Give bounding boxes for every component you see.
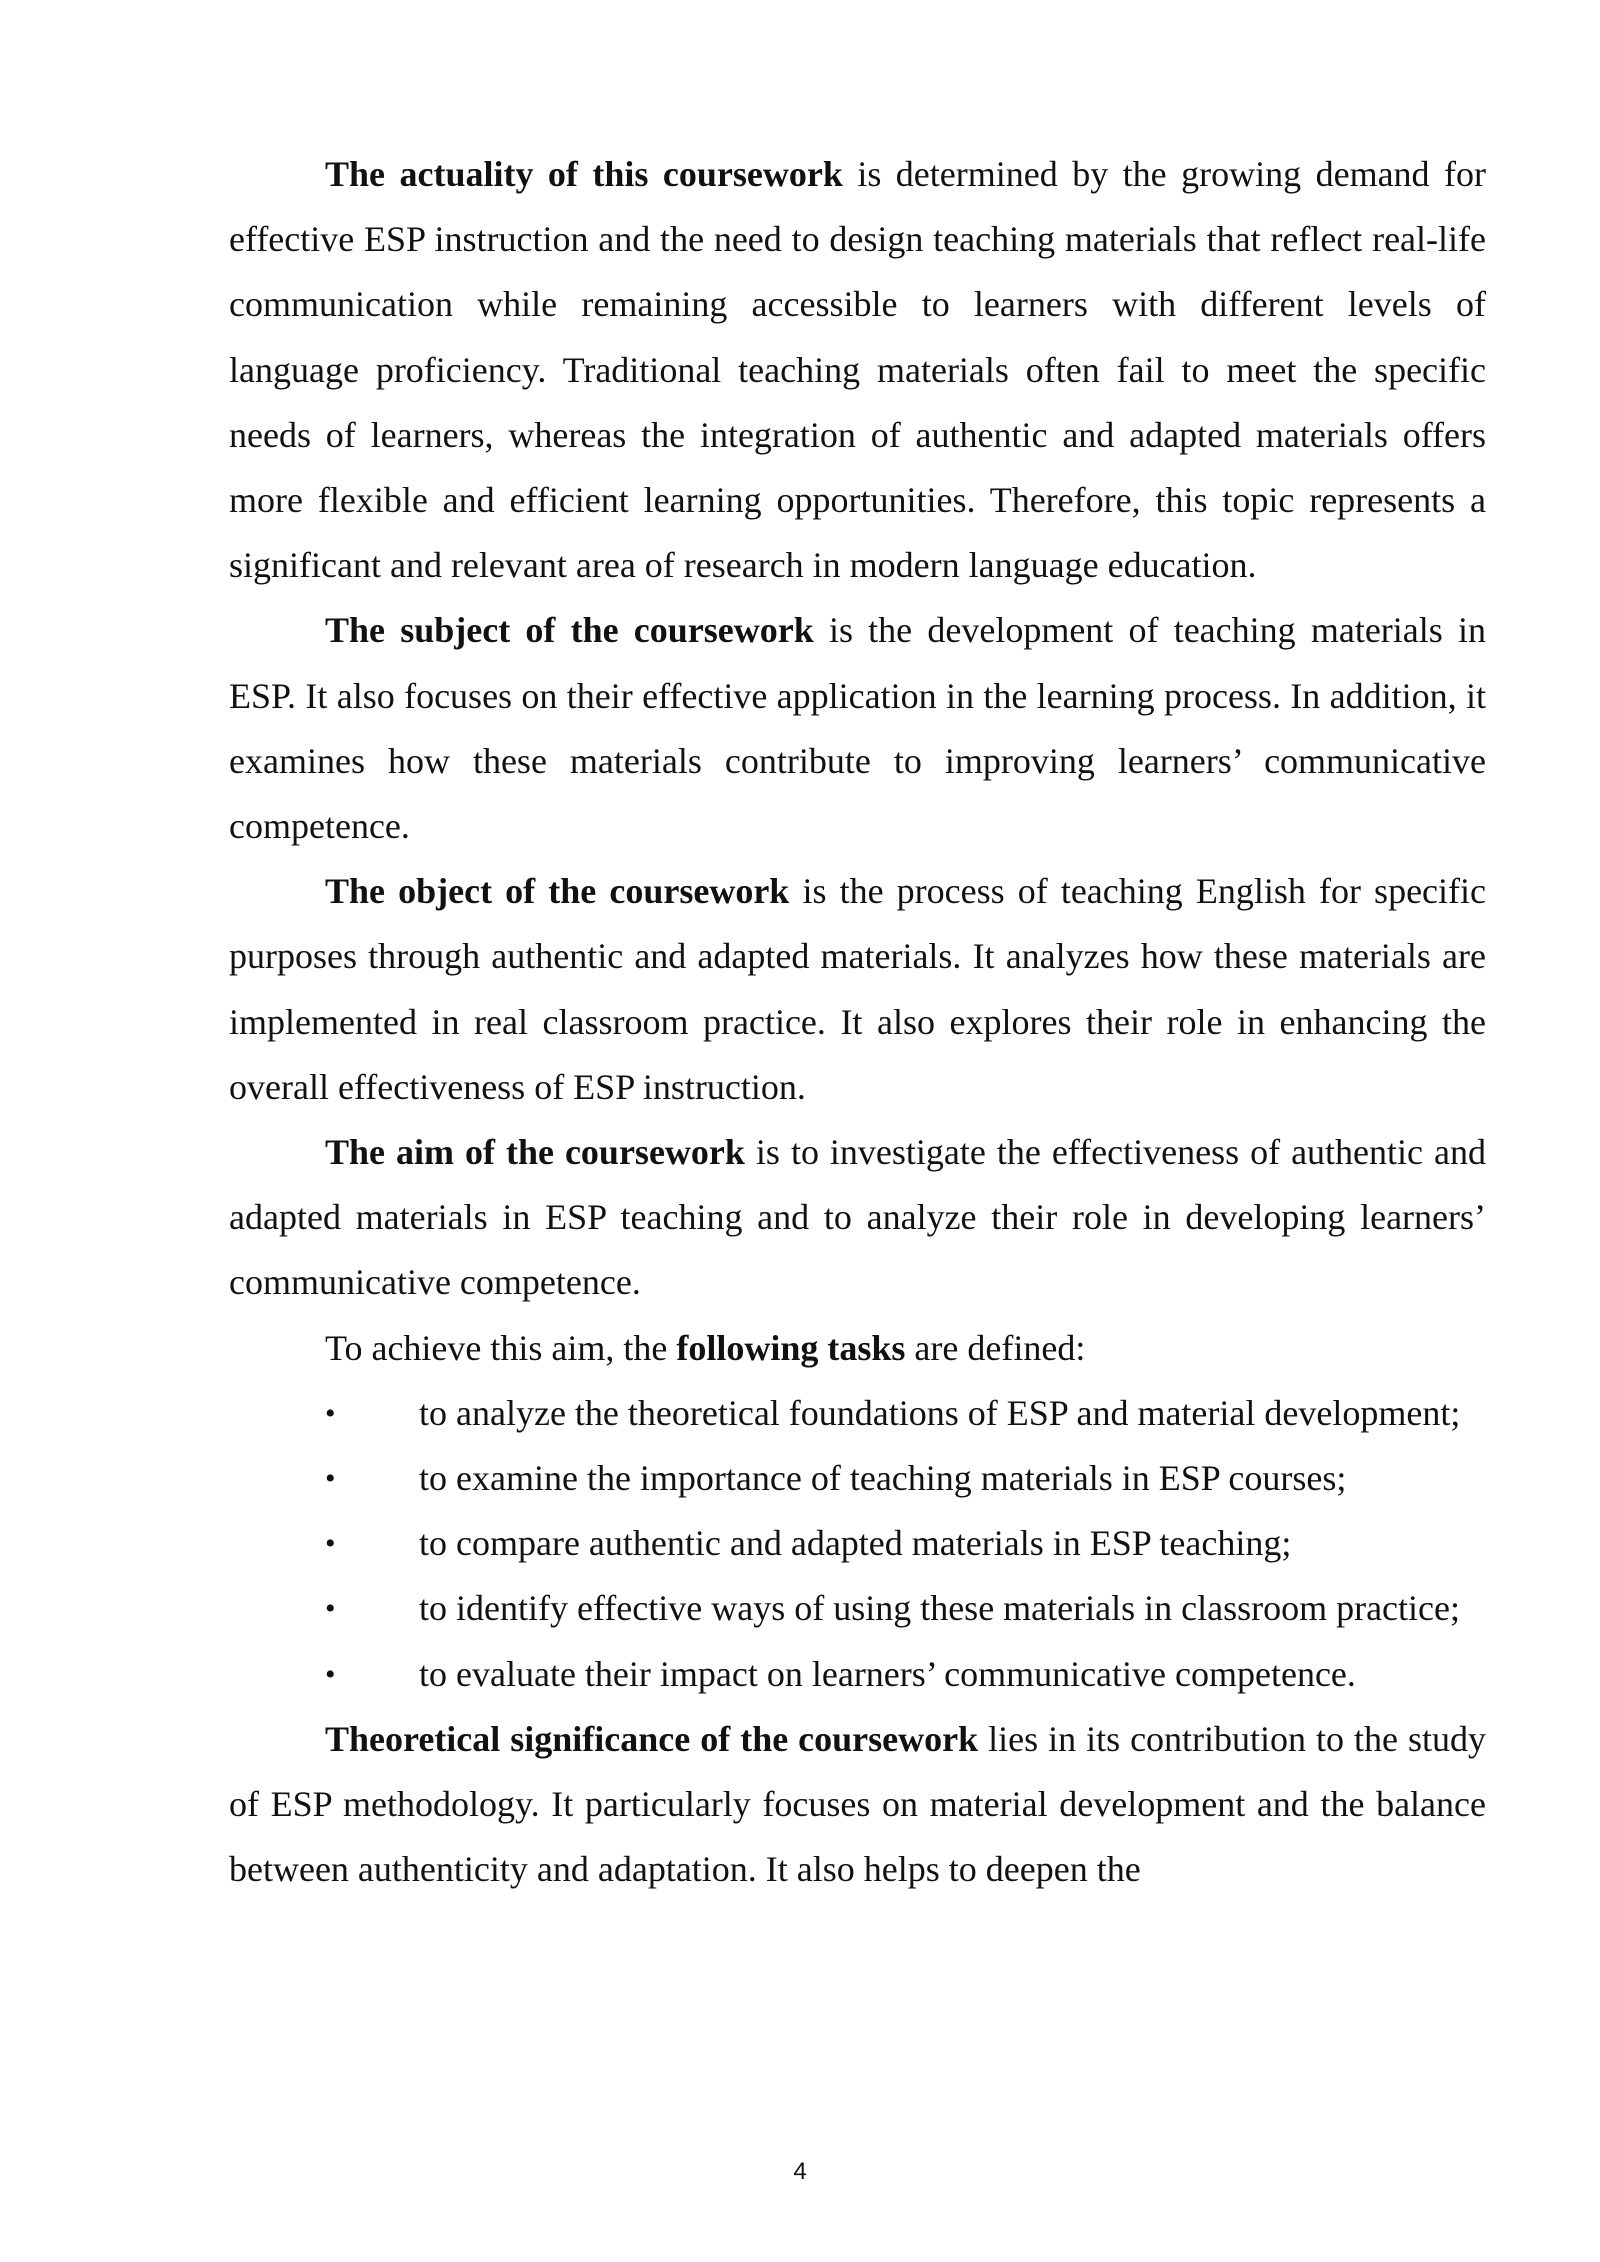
bullet-icon: • — [325, 1462, 336, 1496]
paragraph-heading-subject: The subject of the coursework — [325, 610, 814, 651]
tasks-intro-bold: following tasks — [676, 1327, 906, 1368]
task-item-text: to identify effective ways of using these materials in classroom practice; — [419, 1588, 1460, 1629]
paragraph-text-subject: is the development of teaching materials in ESP. It also focuses on their effective application in the learning process. In addition, it examines how these materials contribute to improving learners’ communicative competence. — [229, 610, 1486, 847]
task-item-text: to examine the importance of teaching materials in ESP courses; — [419, 1458, 1347, 1499]
task-list — [229, 1381, 1486, 1707]
paragraph-theoretical-significance — [229, 1707, 1486, 1903]
page-body — [229, 142, 1486, 1902]
task-item — [229, 1446, 1486, 1511]
bullet-icon: • — [325, 1396, 336, 1430]
tasks-intro-after: are defined: — [905, 1327, 1086, 1368]
paragraph-heading-aim: The aim of the coursework — [325, 1132, 745, 1173]
paragraph-text-actuality: is determined by the growing demand for effective ESP instruction and the need to design teaching materials that reflect real-life communication while remaining accessible to learners with different levels of language proficiency. Traditional teaching materials often fail to meet the specific needs of learners, whereas the integration of authentic and adapted materials offers more flexible and efficient learning opportunities. Therefore, this topic represents a significant and relevant area of research in modern language education. — [229, 154, 1486, 586]
task-item-text: to evaluate their impact on learners’ communicative competence. — [419, 1653, 1356, 1694]
page-number: 4 — [793, 2158, 807, 2185]
bullet-icon: • — [325, 1592, 336, 1626]
paragraph-text-theoretical: lies in its contribution to the study of ESP methodology. It particularly focuses on material development and the balance between authenticity and adaptation. It also helps to deepen the — [229, 1718, 1486, 1890]
tasks-intro-before: To achieve this aim, the — [325, 1327, 677, 1368]
paragraph-heading-object: The object of the coursework — [325, 871, 790, 912]
paragraph-text-aim: is to investigate the effectiveness of authentic and adapted materials in ESP teaching and to analyze their role in developing learners’ communicative competence. — [229, 1132, 1486, 1303]
task-item — [229, 1576, 1486, 1641]
task-item — [229, 1381, 1486, 1446]
bullet-icon: • — [325, 1657, 336, 1691]
task-item-text: to analyze the theoretical foundations of ESP and material development; — [419, 1392, 1461, 1433]
paragraph-heading-theoretical: Theoretical significance of the coursework — [325, 1718, 979, 1759]
task-item-text: to compare authentic and adapted materials in ESP teaching; — [419, 1523, 1292, 1564]
paragraph-tasks-intro — [229, 1316, 1486, 1381]
paragraph-actuality — [229, 142, 1486, 598]
task-item — [229, 1511, 1486, 1576]
paragraph-text-object: is the process of teaching English for specific purposes through authentic and adapted materials. It analyzes how these materials are implemented in real classroom practice. It also explores their role in enhancing the overall effectiveness of ESP instruction. — [229, 871, 1486, 1107]
bullet-icon: • — [325, 1527, 336, 1561]
paragraph-aim — [229, 1120, 1486, 1316]
paragraph-object — [229, 859, 1486, 1120]
paragraph-heading-actuality: The actuality of this coursework — [325, 154, 843, 194]
task-item — [229, 1642, 1486, 1707]
paragraph-subject — [229, 598, 1486, 859]
